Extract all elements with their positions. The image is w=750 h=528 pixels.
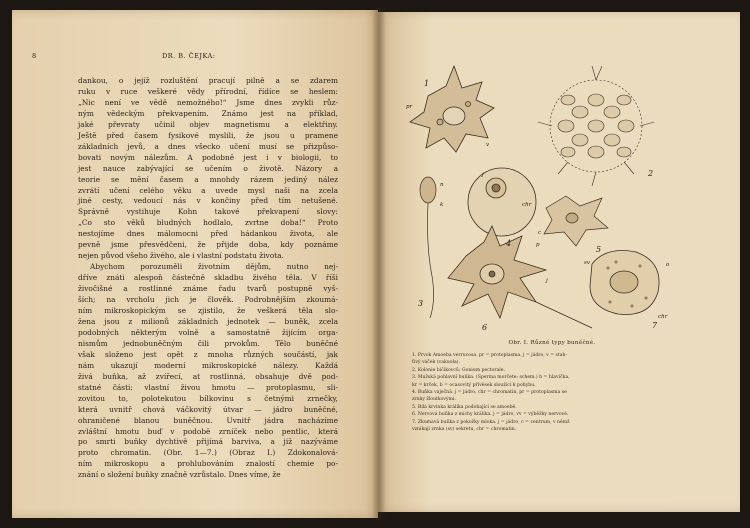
text-line: jiné cesty, vedoucí nás v končiny před tím netušené.	[78, 196, 338, 206]
right-page	[378, 12, 740, 512]
figure-amoeba	[410, 66, 494, 152]
text-line: pevně jsme přesvědčeni, že přijde doba, kdy poznáme	[78, 240, 338, 250]
text-line: podobných některým volně a samostatně žijícím orga-	[78, 327, 338, 337]
figure-sperm	[420, 177, 436, 318]
text-line: ným vědeckým překvapením. Známo jest na příklad,	[78, 108, 338, 118]
text-line: ších; na vrcholu jich je člověk. Podrobnějším zkoumá-	[78, 295, 338, 305]
text-line: živá buňka, až zvířecí, at rostlinná, obsahuje dvě pod-	[78, 371, 338, 381]
figure-colony	[538, 66, 654, 186]
text-line: ruku v ruce veškeré vědy přírodní, řídíce se heslem:	[78, 86, 338, 96]
text-line: která uvnitř chová váčkovitý útvar — jádro buněčné,	[78, 404, 338, 414]
text-line: Ještě před časem fysikové myslili, že jsou u pramene	[78, 130, 338, 140]
figure-label: chr	[522, 202, 532, 208]
running-head-author: DR. B. ČEJKA:	[162, 52, 216, 60]
figure-legend	[412, 352, 662, 433]
legend-line: 6. Nervová buňka z míchy králíka. j = jádro, vv = výběžky nervové.	[412, 412, 569, 418]
legend-line: 7. Zkumavá buňka z pokožky mloka. j = jádro, c = centrum, v němž	[412, 419, 570, 425]
text-line: dříve znáti alespoň částečně skladbu živého těla. V říši	[78, 273, 338, 283]
figure-leukocyte	[544, 196, 608, 246]
text-line: ním mikroskopu a prohlubováním znalostí chemie po-	[78, 459, 338, 469]
text-line: však složeno jest opět z mnoha různých součástí, jak	[78, 349, 338, 359]
figure-number: 4	[506, 239, 512, 248]
figure-label: k	[440, 202, 444, 208]
figure-number: 5	[596, 245, 602, 254]
figure-label: o	[666, 262, 670, 268]
legend-line: 3. Mužská pohlavní buňka. (Sperma morčete: schem.) h = hlavička,	[412, 375, 570, 381]
figure-label: chr	[658, 314, 668, 320]
legend-line: ťivý váček (vakuola).	[412, 360, 460, 366]
figure-label: sv	[584, 260, 590, 266]
figure-label: p	[536, 242, 540, 248]
figure-number: 7	[652, 321, 658, 330]
text-line: zvrátí učení celého věku a uvede mysl naši na zcela	[78, 185, 338, 195]
text-line: proto chromatin. (Obr. 1—7.) (Obraz I.) Zdokonalová-	[78, 448, 338, 458]
text-line: živočišné a rostlinné známe řadu tvarů postupně vyš-	[78, 284, 338, 294]
text-line: bovati novým nálezům. A podobně jest i v biologii, to	[78, 152, 338, 162]
text-line: jest nauce zabývající se učením o životě. Názory a	[78, 163, 338, 173]
text-line: nejen původ všeho živého, ale i vlastní podstatu života.	[78, 251, 284, 261]
figure-label: j	[546, 278, 548, 284]
figure-caption-title: Obr. I. Různé typy buněčné.	[508, 340, 596, 346]
book-gutter	[372, 8, 386, 520]
text-line: nismům jednobuněčným čili prvokům. Tělo buněčné	[78, 338, 338, 348]
text-line: základních jevů, a dnes všecko učení musí se přizpůso-	[78, 141, 338, 151]
legend-line: 1. Prvok Amoeba verrucosa. pr = protoplasma, j = jádro, v = stah-	[412, 353, 567, 358]
page-number: 8	[32, 52, 37, 60]
body-text	[78, 76, 338, 481]
figure-number: 3	[418, 299, 424, 308]
figure-number: 2	[648, 169, 654, 178]
legend-line: vznikají zrnka (sv) sekretu, chr = chromatin.	[412, 427, 517, 433]
figure-number: 6	[482, 323, 488, 332]
text-line: zovitou to, polotekutou bílkovinu s četnými zrnečky,	[78, 393, 338, 403]
text-line: ním mikroskopickým se zjistilo, že veškerá těla slo-	[78, 306, 338, 316]
text-line: dankou, o jejíž rozluštění pracují pilně a se zdarem	[78, 76, 338, 85]
text-line: statné části: vlastní živou hmotu — protoplasmu, sli-	[78, 382, 338, 392]
text-line: „Nic není ve vědě nemožného!“ Jsme dnes zvykli růz-	[78, 97, 338, 107]
legend-line: 2. Kolonie bičíkovců: Gonium pectorale.	[412, 367, 505, 373]
text-line: jaké převraty učinil objev magnetismu a elektřiny.	[78, 119, 338, 129]
legend-line: zrnky žloutkovými.	[412, 397, 456, 403]
text-line: Správně vystihuje Kohn takové překvapení slovy:	[78, 207, 338, 217]
figure-label: c	[538, 230, 542, 236]
figure-number: 1	[424, 79, 430, 88]
text-line: po smrti buňky dychtivě přijímá barviva, a již nazýváme	[78, 437, 338, 447]
text-line: nestojíme dnes málomocni před hádankou života, ale	[78, 229, 338, 239]
text-line: „Co sto věků bludných hodlalo, zvrtne doba!“ Proto	[78, 218, 338, 228]
text-line: znání o složení buňky značně vzrůstalo. Dnes víme, že	[78, 470, 281, 480]
figure-nerve-cell	[448, 226, 592, 328]
legend-line: 4. Buňka vaječná. j = jádro, chr = chromatin, pr = protoplasma se	[412, 390, 567, 396]
figure-cell-types	[396, 56, 696, 336]
text-line: zvláštní hmotu buď v podobě zrníček nebo pentlic, která	[78, 426, 338, 436]
text-line: Abychom porozuměli životním dějům, nutno nej-	[90, 262, 338, 272]
figure-epidermal-cell	[590, 251, 659, 315]
text-line: ohraničené blanou buněčnou. Uvnitř jádra nacházíme	[78, 415, 338, 425]
text-line: žena jsou z milionů základních jednotek — buněk, zcela	[78, 316, 338, 326]
legend-line: kr = krček, b = ocasovitý přívěsek sloužící k pohybu.	[412, 382, 536, 388]
text-line: teorie se mění časem a mnohdy rázem jediný nález	[78, 174, 338, 184]
figure-label: pr	[406, 104, 413, 110]
figure-label: n	[440, 182, 444, 188]
text-line: nám ukazují moderní mikroskopické nálezy. Každá	[78, 360, 338, 370]
figure-label: j	[482, 172, 484, 178]
left-page	[12, 10, 378, 518]
legend-line: 5. Bílá krvinka králíka podobající se amoebě.	[412, 404, 517, 410]
figure-label: v	[486, 142, 490, 148]
